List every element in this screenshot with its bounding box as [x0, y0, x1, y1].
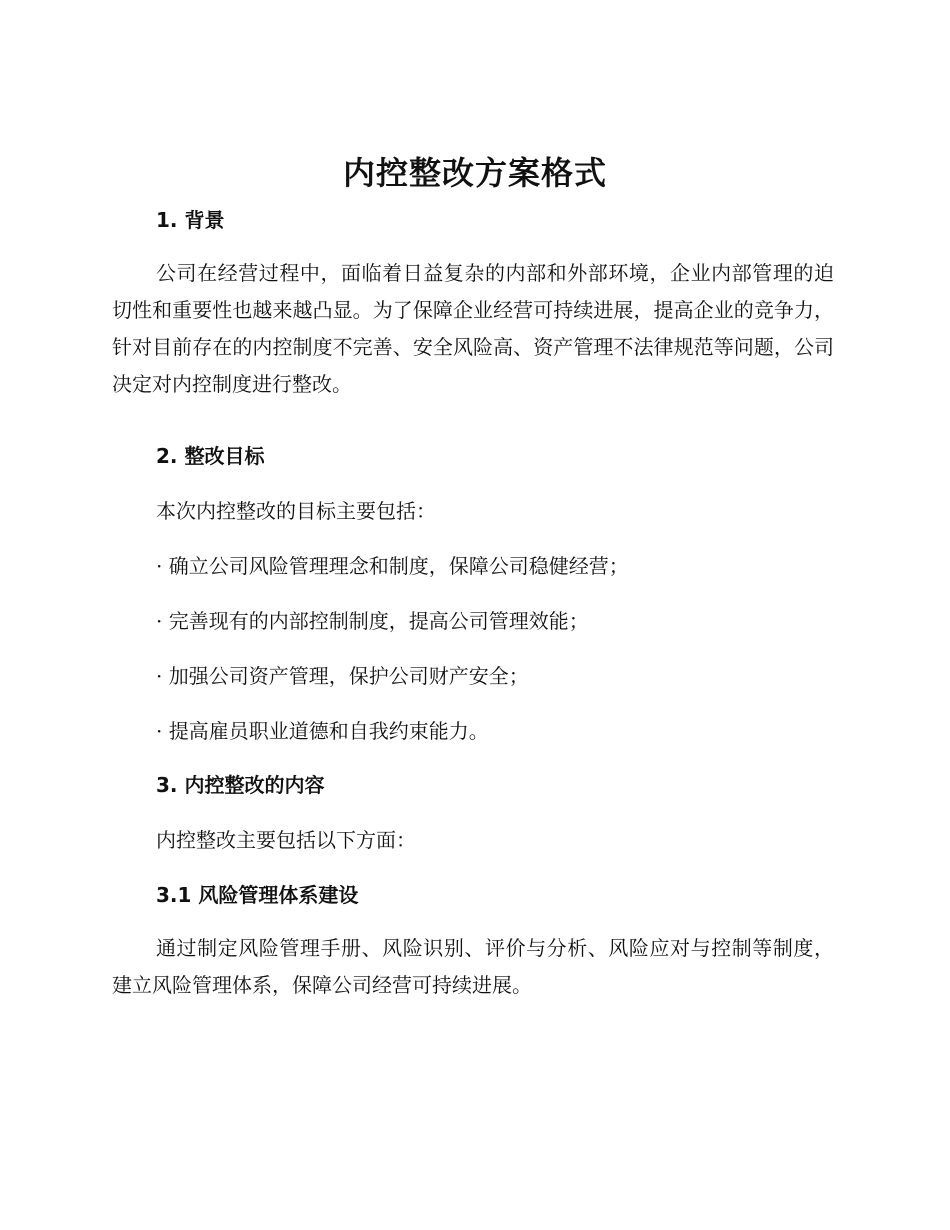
goals-list-item: · 提高雇员职业道德和自我约束能力。	[156, 719, 489, 743]
section-heading-content: 3. 内控整改的内容	[156, 773, 325, 797]
goals-list-item: · 完善现有的内部控制制度，提高公司管理效能；	[156, 609, 589, 633]
goals-intro: 本次内控整改的目标主要包括：	[156, 499, 436, 523]
section-heading-background: 1. 背景	[156, 208, 225, 232]
goals-list-item: · 加强公司资产管理，保护公司财产安全；	[156, 664, 529, 688]
goals-list-item: · 确立公司风险管理理念和制度，保障公司稳健经营；	[156, 554, 629, 578]
document-title: 内控整改方案格式	[342, 154, 607, 192]
risk-management-paragraph: 通过制定风险管理手册、风险识别、评价与分析、风险应对与控制等制度，建立风险管理体系，保障公司经营可持续进展。	[112, 936, 834, 997]
section-heading-goals: 2. 整改目标	[156, 444, 265, 468]
background-paragraph: 公司在经营过程中，面临着日益复杂的内部和外部环境，企业内部管理的迫切性和重要性也越来越凸显。为了保障企业经营可持续进展，提高企业的竞争力，针对目前存在的内控制度不完善、安全风险高、资产管理不法律规范等问题，公司决定对内控制度进行整改。	[112, 261, 834, 396]
content-intro: 内控整改主要包括以下方面：	[156, 828, 416, 852]
subsection-heading-risk-management: 3.1 风险管理体系建设	[156, 883, 359, 907]
